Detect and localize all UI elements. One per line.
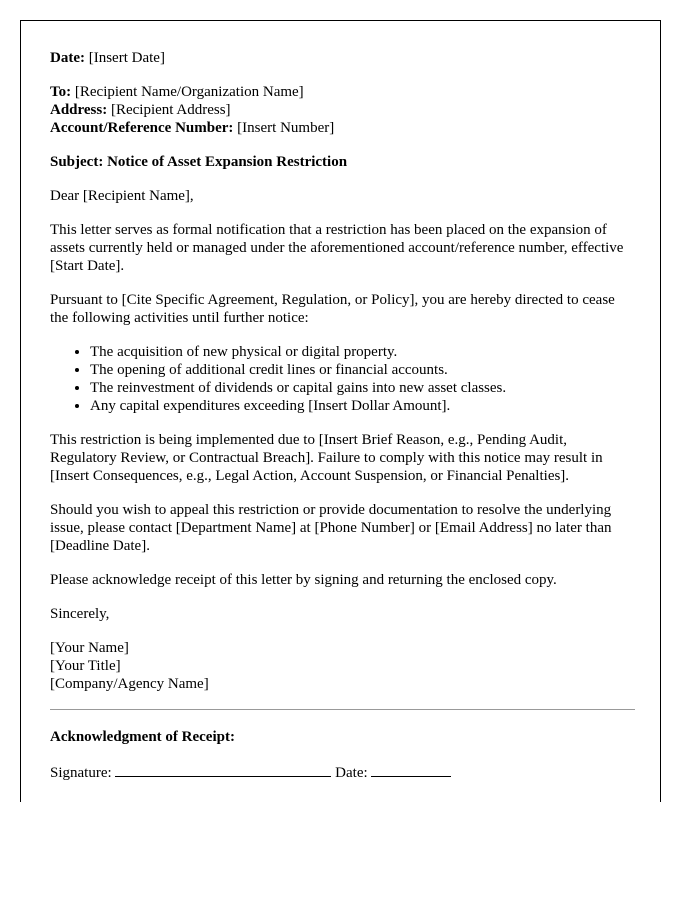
letter-page [20,20,661,802]
date-blank-line[interactable] [371,762,451,777]
signature-label: Signature: [50,765,112,781]
list-item: • The acquisition of new physical or digital property. [90,343,635,361]
sender-company: [Company/Agency Name] [50,676,209,692]
closing: Sincerely, [50,606,110,622]
sender-title: [Your Title] [50,658,121,674]
restricted-activities-list [50,343,635,415]
sender-name: [Your Name] [50,640,129,656]
acknowledgment-title: Acknowledgment of Receipt: [50,729,235,745]
subject-label: Subject: [50,154,104,170]
letter-content [50,49,635,798]
subject-line [50,153,635,171]
to-value: [Recipient Name/Organization Name] [74,84,304,100]
account-value: [Insert Number] [237,120,335,136]
to-line [50,83,635,101]
ack-date-label: Date: [335,765,368,781]
acknowledgment-signature-row [50,762,635,782]
recipient-block [50,83,635,137]
paragraph-appeal: Should you wish to appeal this restriction or provide documentation to resolve the underlying issue, please contact [Department Name] at [Phone Number] or [Email Address] no later than [Deadline Date]. [50,502,612,554]
paragraph-acknowledge: Please acknowledge receipt of this letter by signing and returning the enclosed copy. [50,572,557,588]
account-line [50,119,635,137]
to-label: To: [50,84,72,100]
subject-value: Notice of Asset Expansion Restriction [107,154,348,170]
divider [50,709,635,710]
date-label: Date: [50,50,85,66]
list-item: • Any capital expenditures exceeding [Insert Dollar Amount]. [90,397,635,415]
paragraph-reason: This restriction is being implemented due to [Insert Brief Reason, e.g., Pending Audit, Regulatory Review, or Contractual Breach]. Failure to comply with this notice may result in [Insert Consequences, e.g., Legal Action, Account Suspension, or Financial Penalties]. [50,432,603,484]
date-value: [Insert Date] [88,50,165,66]
list-item: • The opening of additional credit lines or financial accounts. [90,361,635,379]
salutation: Dear [Recipient Name], [50,188,194,204]
list-item: • The reinvestment of dividends or capital gains into new asset classes. [90,379,635,397]
paragraph-notification: This letter serves as formal notification that a restriction has been placed on the expansion of assets currently held or managed under the aforementioned account/reference number, effective [Start Date]. [50,222,624,274]
address-line [50,101,635,119]
signature-blank-line[interactable] [115,762,331,777]
address-label: Address: [50,102,108,118]
paragraph-directive: Pursuant to [Cite Specific Agreement, Regulation, or Policy], you are hereby directed to cease the following activities until further notice: [50,292,615,326]
address-value: [Recipient Address] [110,102,231,118]
signature-block [50,639,635,693]
account-label: Account/Reference Number: [50,120,234,136]
date-line [50,49,635,67]
